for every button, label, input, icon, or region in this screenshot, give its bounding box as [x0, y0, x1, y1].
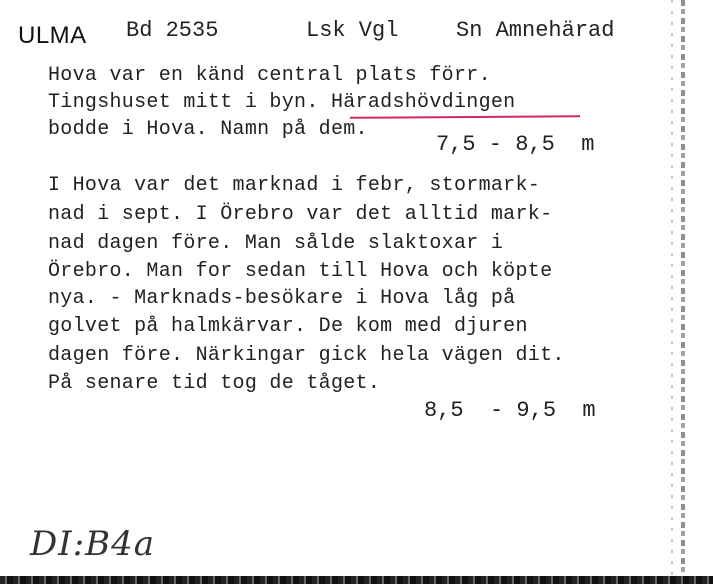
text-line: Örebro. Man for sedan till Hova och köpte	[48, 260, 553, 283]
text-line: Tingshuset mitt i byn. Häradshövdingen	[48, 91, 516, 114]
text-line: dagen före. Närkingar gick hela vägen dit.	[48, 344, 565, 367]
handwritten-signature: DI:B4a	[30, 524, 156, 564]
text-line: På senare tid tog de tåget.	[48, 372, 381, 395]
recording-measure: 7,5 - 8,5 m	[436, 132, 595, 157]
red-underline	[350, 115, 580, 119]
text-line: nad dagen före. Man sålde slaktoxar i	[48, 232, 504, 255]
text-line: Hova var en känd central plats förr.	[48, 64, 491, 87]
text-line: nya. - Marknads-besökare i Hova låg på	[48, 287, 516, 310]
text-line: bodde i Hova. Namn på dem.	[48, 118, 368, 141]
text-line: nad i sept. I Örebro var det alltid mark-	[48, 203, 553, 226]
archive-label: ULMA	[18, 22, 87, 49]
text-line: golvet på halmkärvar. De kom med djuren	[48, 315, 528, 338]
card-edge-shadow	[681, 0, 685, 584]
card-bottom-edge	[0, 576, 713, 584]
province-label: Lsk Vgl	[306, 18, 399, 43]
volume-number: Bd 2535	[126, 18, 219, 43]
parish-label: Sn Amnehärad	[456, 18, 615, 43]
recording-measure: 8,5 - 9,5 m	[424, 398, 596, 423]
text-line: I Hova var det marknad i febr, stormark-	[48, 174, 541, 197]
card-edge-shadow-inner	[671, 0, 673, 584]
